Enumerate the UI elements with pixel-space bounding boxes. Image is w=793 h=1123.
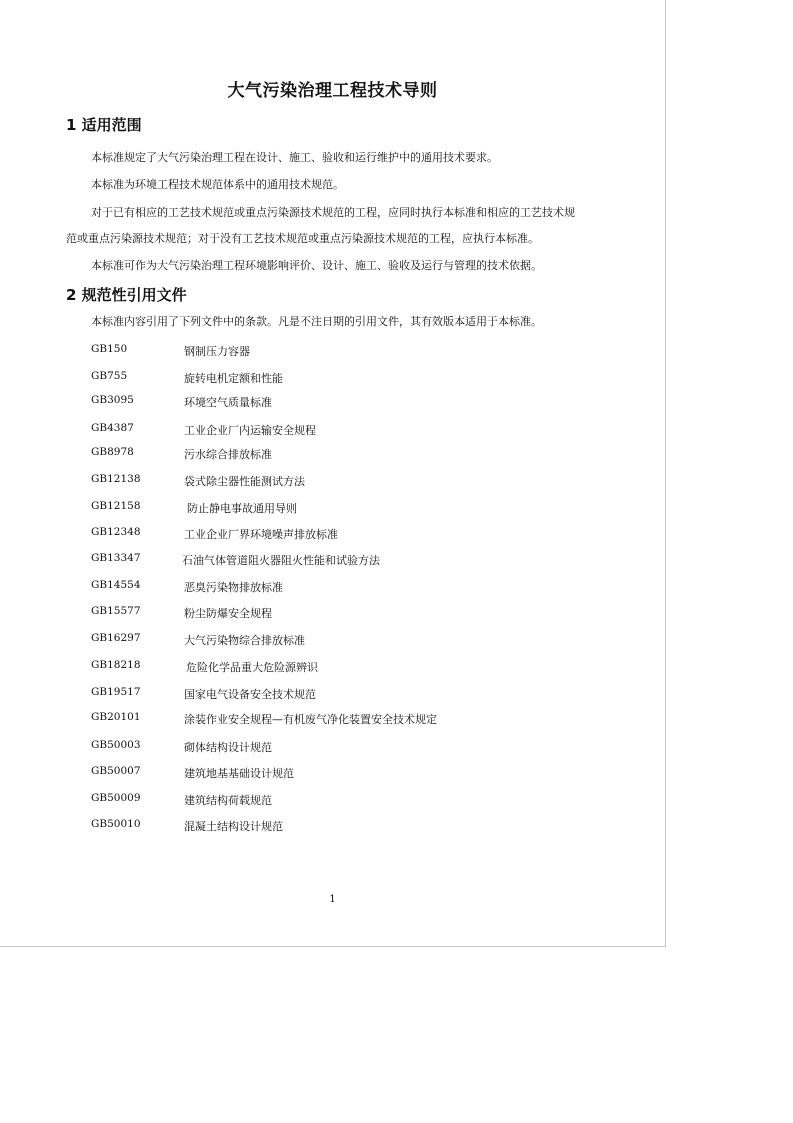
reference-code: GB3095: [91, 394, 134, 406]
reference-code: GB12158: [91, 500, 141, 512]
reference-title: 大气污染物综合排放标准: [184, 634, 305, 647]
reference-code: GB4387: [91, 422, 134, 434]
reference-title: 旋转电机定额和性能: [184, 372, 283, 385]
reference-title: 混凝土结构设计规范: [184, 820, 283, 833]
reference-title: 袋式除尘器性能测试方法: [184, 475, 305, 488]
reference-code: GB50009: [91, 792, 141, 804]
reference-title: 恶臭污染物排放标准: [184, 581, 283, 594]
reference-code: GB14554: [91, 579, 141, 591]
reference-title: 工业企业厂界环境噪声排放标准: [184, 528, 338, 541]
page-number: 1: [329, 894, 336, 905]
section2-heading: 2 规范性引用文件: [66, 286, 187, 304]
reference-code: GB50007: [91, 765, 141, 777]
reference-code: GB19517: [91, 686, 141, 698]
reference-title: 涂装作业安全规程—有机废气净化装置安全技术规定: [184, 713, 437, 726]
section1-paragraph-2: 本标准为环境工程技术规范体系中的通用技术规范。: [91, 178, 344, 191]
reference-code: GB755: [91, 370, 128, 382]
reference-code: GB15577: [91, 605, 141, 617]
section1-paragraph-4: 本标准可作为大气污染治理工程环境影响评价、设计、施工、验收及运行与管理的技术依据。: [91, 259, 542, 272]
reference-code: GB18218: [91, 659, 141, 671]
section1-paragraph-3-line-2: 范或重点污染源技术规范；对于没有工艺技术规范或重点污染源技术规范的工程，应执行本标准。: [66, 232, 539, 245]
reference-title: 危险化学品重大危险源辨识: [186, 661, 318, 674]
reference-code: GB50003: [91, 739, 141, 751]
reference-title: 环境空气质量标准: [184, 396, 272, 409]
reference-title: 砌体结构设计规范: [184, 741, 272, 754]
reference-code: GB50010: [91, 818, 141, 830]
reference-title: 国家电气设备安全技术规范: [184, 688, 316, 701]
reference-code: GB8978: [91, 446, 134, 458]
reference-code: GB12348: [91, 526, 141, 538]
reference-title: 建筑地基基础设计规范: [184, 767, 294, 780]
section1-heading: 1 适用范围: [66, 116, 142, 134]
reference-code: GB20101: [91, 711, 141, 723]
reference-title: 钢制压力容器: [184, 345, 250, 358]
reference-title: 防止静电事故通用导则: [187, 502, 297, 515]
section1-paragraph-3-line-1: 对于已有相应的工艺技术规范或重点污染源技术规范的工程，应同时执行本标准和相应的工艺技术规: [91, 206, 575, 219]
section2-intro: 本标准内容引用了下列文件中的条款。凡是不注日期的引用文件，其有效版本适用于本标准。: [91, 315, 542, 328]
reference-code: GB16297: [91, 632, 141, 644]
reference-code: GB150: [91, 343, 128, 355]
reference-code: GB13347: [91, 552, 141, 564]
document-title: 大气污染治理工程技术导则: [227, 81, 438, 101]
reference-title: 粉尘防爆安全规程: [184, 607, 272, 620]
reference-title: 工业企业厂内运输安全规程: [184, 424, 316, 437]
reference-title: 石油气体管道阻火器阻火性能和试验方法: [182, 554, 380, 567]
reference-title: 建筑结构荷载规范: [184, 794, 272, 807]
reference-code: GB12138: [91, 473, 141, 485]
reference-title: 污水综合排放标准: [184, 448, 272, 461]
section1-paragraph-1: 本标准规定了大气污染治理工程在设计、施工、验收和运行维护中的通用技术要求。: [91, 151, 498, 164]
